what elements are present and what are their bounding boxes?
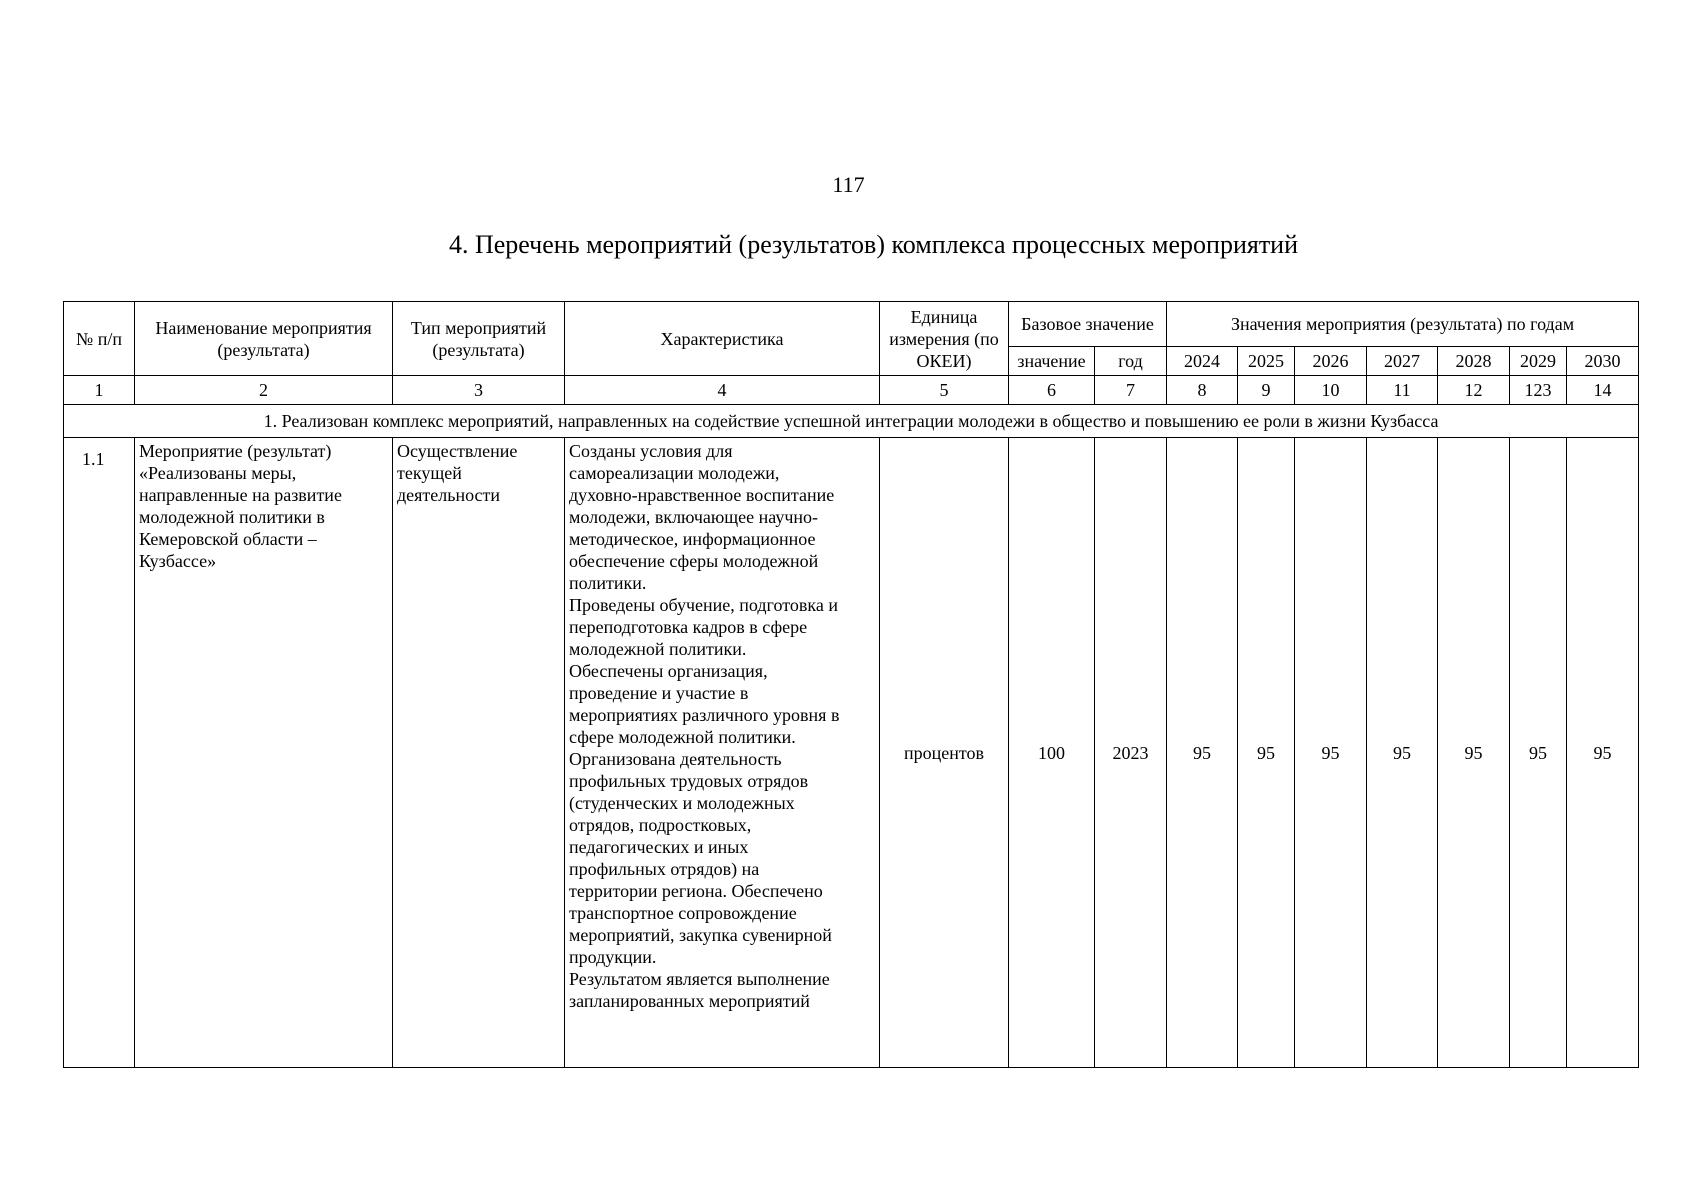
characteristic-line: педагогических и иных: [569, 837, 749, 857]
header-base-value-sub: значение: [1009, 347, 1095, 376]
characteristic-line: территории региона. Обеспечено: [569, 881, 823, 901]
header-year: 2028: [1438, 347, 1510, 376]
characteristic-line: самореализации молодежи,: [569, 463, 780, 483]
activities-table: [63, 301, 1639, 1068]
column-numbers-row: [64, 376, 1639, 405]
header-year: 2024: [1167, 347, 1238, 376]
characteristic-line: профильных отрядов) на: [569, 859, 760, 879]
column-number: 123: [1510, 376, 1567, 405]
column-number: 9: [1238, 376, 1295, 405]
header-characteristic: Характеристика: [565, 302, 880, 376]
row-value: 95: [1510, 438, 1567, 1068]
header-year: 2030: [1567, 347, 1639, 376]
column-number: 2: [135, 376, 393, 405]
characteristic-line: проведение и участие в: [569, 683, 749, 703]
column-number: 8: [1167, 376, 1238, 405]
characteristic-line: Результатом является выполнение: [569, 969, 830, 989]
characteristic-line: продукции.: [569, 947, 657, 967]
characteristic-line: политики.: [569, 573, 647, 593]
characteristic-line: сфере молодежной политики.: [569, 727, 796, 747]
row-base-year: 2023: [1095, 438, 1167, 1068]
section-row: [64, 405, 1639, 438]
row-unit: процентов: [880, 438, 1009, 1068]
header-name: Наименование мероприятия (результата): [135, 302, 393, 376]
row-value: 95: [1167, 438, 1238, 1068]
column-number: 5: [880, 376, 1009, 405]
header-base-year-sub: год: [1095, 347, 1167, 376]
column-number: 6: [1009, 376, 1095, 405]
characteristic-line: мероприятиях различного уровня в: [569, 705, 840, 725]
row-value: 95: [1295, 438, 1367, 1068]
characteristic-line: переподготовка кадров в сфере: [569, 617, 808, 637]
column-number: 7: [1095, 376, 1167, 405]
column-number: 3: [393, 376, 565, 405]
characteristic-line: запланированных мероприятий: [569, 991, 810, 1011]
header-num: № п/п: [64, 302, 135, 376]
header-year: 2026: [1295, 347, 1367, 376]
column-number: 12: [1438, 376, 1510, 405]
characteristic-line: Обеспечены организация,: [569, 661, 768, 681]
characteristic-line: профильных трудовых отрядов: [569, 771, 809, 791]
row-characteristic: [565, 438, 880, 1068]
characteristic-line: методическое, информационное: [569, 529, 816, 549]
column-number: 10: [1295, 376, 1367, 405]
row-type: Осуществление текущей деятельности: [393, 438, 565, 1068]
header-year: 2027: [1367, 347, 1438, 376]
row-name: Мероприятие (результат) «Реализованы меры, направленные на развитие молодежной политики в Кемеровской области – Кузбассе»: [135, 438, 393, 1068]
row-base-value: 100: [1009, 438, 1095, 1068]
characteristic-line: обеспечение сферы молодежной: [569, 551, 819, 571]
page-number: 117: [832, 172, 865, 197]
characteristic-line: молодежи, включающее научно-: [569, 507, 819, 527]
header-base-value: Базовое значение: [1009, 302, 1167, 347]
header-values-by-year: Значения мероприятия (результата) по годам: [1167, 302, 1639, 347]
row-value: 95: [1238, 438, 1295, 1068]
header-year: 2029: [1510, 347, 1567, 376]
characteristic-line: Созданы условия для: [569, 441, 733, 461]
characteristic-line: отрядов, подростковых,: [569, 815, 752, 835]
header-year: 2025: [1238, 347, 1295, 376]
characteristic-line: Организована деятельность: [569, 749, 782, 769]
row-value: 95: [1567, 438, 1639, 1068]
characteristic-line: (студенческих и молодежных: [569, 793, 795, 813]
header-row-1: [64, 302, 1639, 347]
characteristic-line: Проведены обучение, подготовка и: [569, 595, 838, 615]
table-row: [64, 438, 1639, 1068]
characteristic-line: духовно-нравственное воспитание: [569, 485, 835, 505]
column-number: 14: [1567, 376, 1639, 405]
column-number: 4: [565, 376, 880, 405]
row-num: 1.1: [64, 438, 135, 1068]
row-value: 95: [1438, 438, 1510, 1068]
row-value: 95: [1367, 438, 1438, 1068]
column-number: 11: [1367, 376, 1438, 405]
characteristic-line: мероприятий, закупка сувенирной: [569, 925, 832, 945]
document-title: 4. Перечень мероприятий (результатов) комплекса процессных мероприятий: [448, 230, 1299, 259]
header-unit: Единица измерения (по ОКЕИ): [880, 302, 1009, 376]
characteristic-line: транспортное сопровождение: [569, 903, 797, 923]
column-number: 1: [64, 376, 135, 405]
section-title: 1. Реализован комплекс мероприятий, направленных на содействие успешной интеграции молодежи в общество и повышению ее роли в жизни Кузбасса: [64, 405, 1639, 438]
characteristic-line: молодежной политики.: [569, 639, 747, 659]
header-type: Тип мероприятий (результата): [393, 302, 565, 376]
